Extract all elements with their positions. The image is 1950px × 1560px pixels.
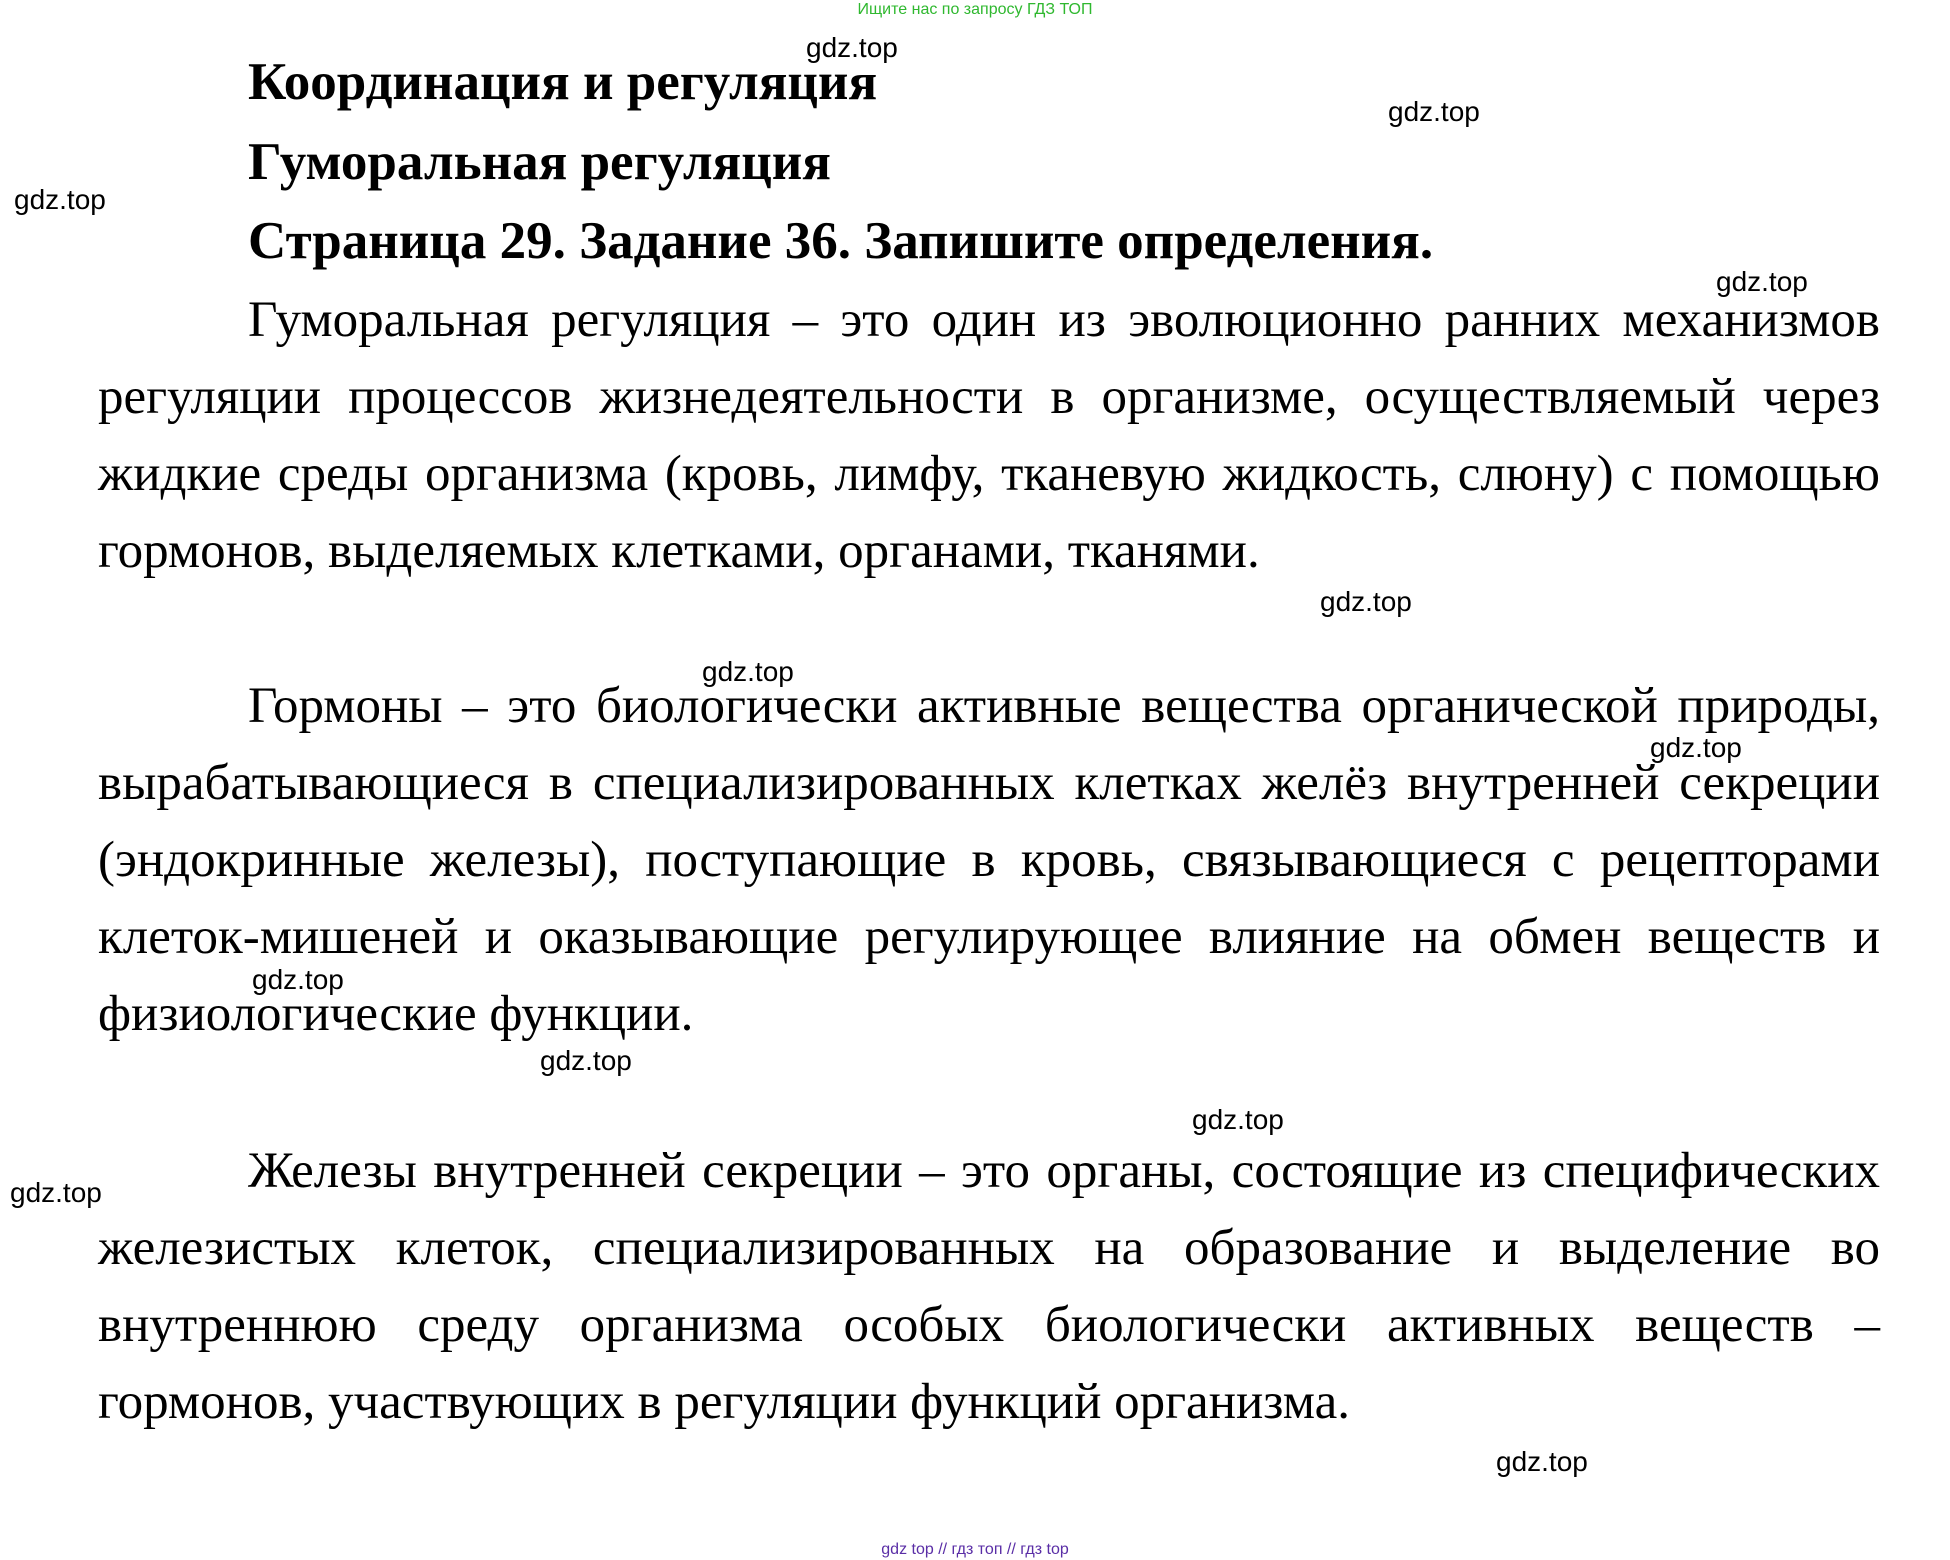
bottom-banner: gdz top // гдз топ // гдз top (881, 1541, 1069, 1558)
task-heading: Страница 29. Задание 36. Запишите определения. (248, 212, 1434, 270)
definition-hormones: Гормоны – это биологически активные вещества органической природы, вырабатывающиеся в специализированных клетках желёз внутренней секреции (эндокринные железы), поступающие в кровь, связывающиеся с рецепторами клеток-мишеней и оказывающие регулирующее влияние на обмен веществ и физиологические функции. (98, 678, 1880, 1042)
watermark: gdz.top (1650, 732, 1742, 763)
watermark: gdz.top (252, 964, 344, 995)
watermark: gdz.top (14, 184, 106, 215)
definition-endocrine-glands: Железы внутренней секреции – это органы, состоящие из специфических железистых клеток, специализированных на образование и выделение во внутреннюю среду организма особых биологически активных веществ – гормонов, участвующих в регуляции функций организма. (98, 1143, 1880, 1430)
watermark: gdz.top (1496, 1446, 1588, 1477)
top-banner: Ищите нас по запросу ГДЗ ТОП (857, 1, 1093, 18)
watermark: gdz.top (1716, 266, 1808, 297)
watermark: gdz.top (1320, 586, 1412, 617)
watermark: gdz.top (1388, 96, 1480, 127)
watermark: gdz.top (806, 32, 898, 63)
definition-humoral-regulation: Гуморальная регуляция – это один из эволюционно ранних механизмов регуляции процессов жизнедеятельности в организме, осуществляемый через жидкие среды организма (кровь, лимфу, тканевую жидкость, слюну) с помощью гормонов, выделяемых клетками, органами, тканями. (98, 292, 1880, 579)
watermark: gdz.top (702, 656, 794, 687)
watermark: gdz.top (10, 1177, 102, 1208)
section-heading: Гуморальная регуляция (248, 133, 831, 191)
watermark: gdz.top (540, 1045, 632, 1076)
chapter-heading: Координация и регуляция (248, 53, 878, 111)
watermark: gdz.top (1192, 1104, 1284, 1135)
